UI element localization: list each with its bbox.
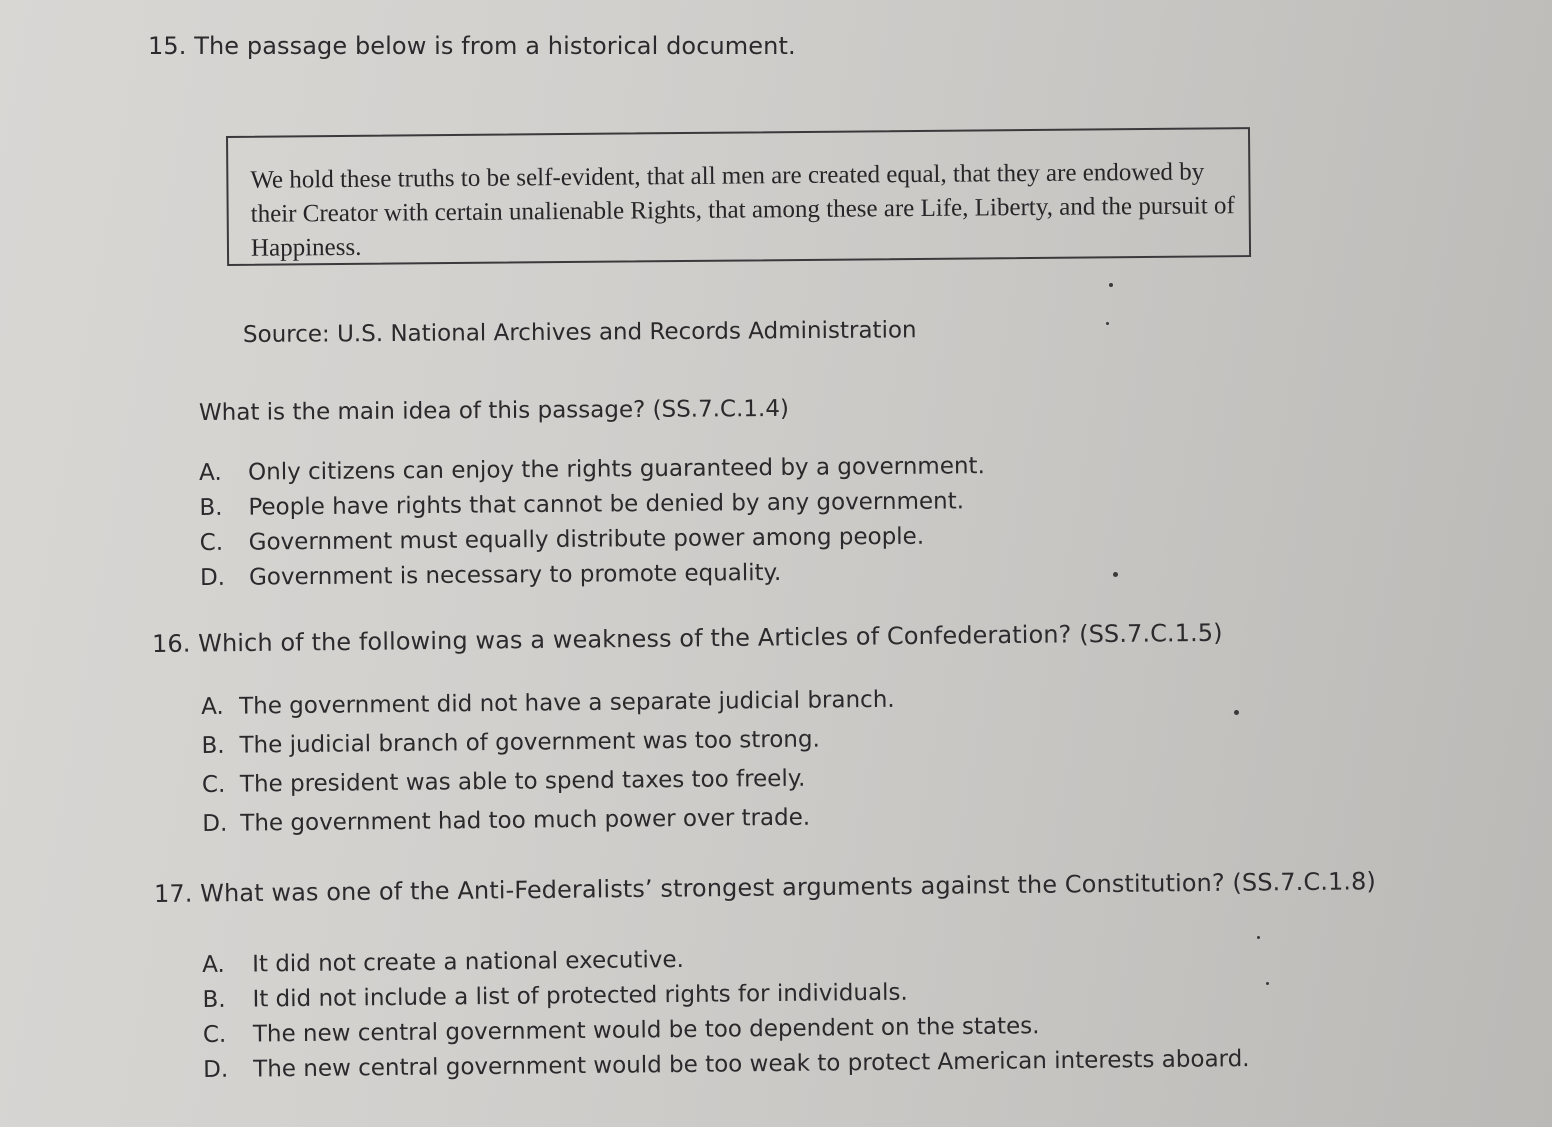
option-letter: D. xyxy=(203,1056,229,1083)
passage-source: Source: U.S. National Archives and Records Administration xyxy=(242,317,917,348)
option-text: The government did not have a separate judicial branch. xyxy=(238,686,895,720)
option-text: Only citizens can enjoy the rights guaranteed by a government. xyxy=(247,453,985,486)
option-text: The judicial branch of government was too strong. xyxy=(239,726,820,759)
option-text: The government had too much power over trade. xyxy=(240,804,811,837)
option-letter: B. xyxy=(202,986,226,1013)
paper-speck xyxy=(1113,572,1118,577)
question-15-options xyxy=(199,453,986,600)
passage-text: We hold these truths to be self-evident, that all men are created equal, that they are endowed by their Creator with certain unalienable Rights, that among these are Life, Liberty, and the pursuit of Happiness. xyxy=(250,158,1235,262)
option-text: Government must equally distribute power among people. xyxy=(248,523,925,556)
paper-speck xyxy=(1106,322,1109,325)
option-letter: A. xyxy=(201,693,224,720)
option-letter: D. xyxy=(199,564,226,591)
option-letter: C. xyxy=(202,1021,227,1048)
option-text: Government is necessary to promote equality. xyxy=(248,559,782,591)
answer-option[interactable] xyxy=(200,523,986,565)
option-letter: D. xyxy=(202,810,228,837)
passage-box xyxy=(226,127,1251,266)
option-text: It did not create a national executive. xyxy=(251,946,684,978)
option-letter: B. xyxy=(201,732,225,759)
paper-speck xyxy=(1234,710,1239,715)
paper-speck xyxy=(1257,936,1260,939)
question-15-title: 15. The passage below is from a historical document. xyxy=(148,32,796,60)
question-16-title: 16. Which of the following was a weakness of the Articles of Confederation? (SS.7.C.1.5) xyxy=(151,618,1223,658)
question-15-prompt: What is the main idea of this passage? (SS.7.C.1.4) xyxy=(198,395,790,426)
answer-option[interactable] xyxy=(200,558,986,600)
option-letter: A. xyxy=(199,459,222,486)
option-letter: C. xyxy=(199,529,224,556)
paper-speck xyxy=(1266,982,1269,985)
option-text: The new central government would be too weak to protect American interests aboard. xyxy=(253,1046,1250,1083)
option-text: People have rights that cannot be denied by any government. xyxy=(248,488,965,521)
option-letter: C. xyxy=(201,771,226,798)
option-letter: B. xyxy=(199,494,223,521)
question-17-title: 17. What was one of the Anti-Federalists’ strongest arguments against the Constitution? (SS.7.C.1.8) xyxy=(153,867,1377,908)
answer-option[interactable] xyxy=(202,804,896,850)
option-text: The president was able to spend taxes too freely. xyxy=(239,765,806,798)
option-text: It did not include a list of protected rights for individuals. xyxy=(252,979,908,1013)
question-17-options xyxy=(202,941,1250,1092)
option-text: The new central government would be too dependent on the states. xyxy=(252,1013,1040,1048)
question-16-options xyxy=(201,687,896,850)
paper-speck xyxy=(1109,283,1113,287)
option-letter: A. xyxy=(202,951,225,978)
